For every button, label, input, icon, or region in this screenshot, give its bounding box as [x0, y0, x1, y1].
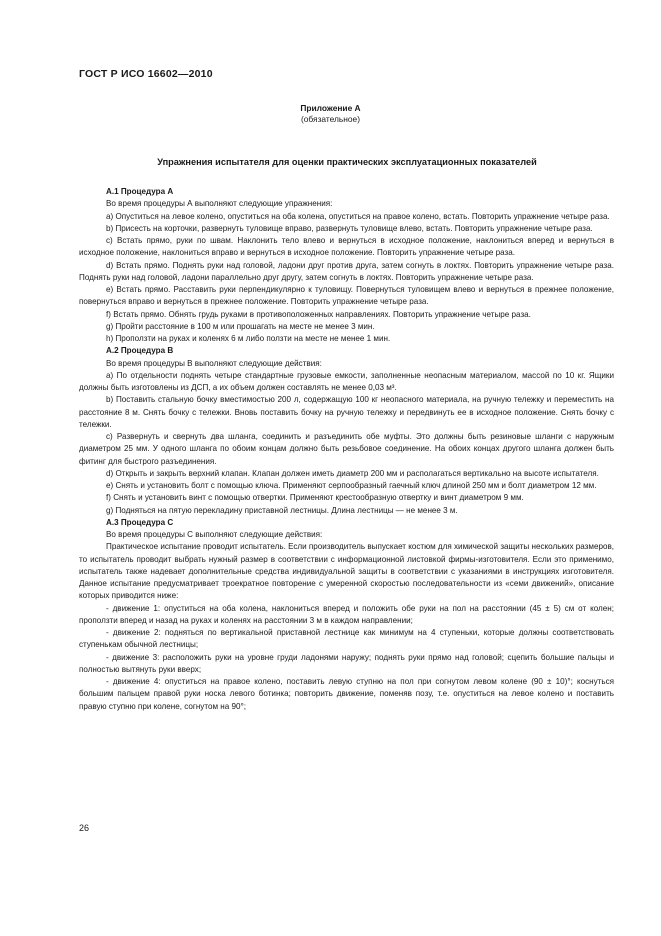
paragraph: - движение 4: опуститься на правое колено, поставить левую ступню на пол при согнутом левом колене (90 ± 10)°; коснуться большим пальцем правой руки носка левого ботинка; повторить движение, поменяв позу, т.е. опуститься на левое колено и поставить правую ступню при колене, согнутом на 90°;: [79, 677, 614, 711]
paragraph: Во время процедуры С выполняют следующие действия:: [106, 530, 323, 539]
paragraph: h) Проползти на руках и коленях 6 м либо ползти на месте не менее 1 мин.: [106, 334, 391, 343]
paragraph: d) Открыть и закрыть верхний клапан. Клапан должен иметь диаметр 200 мм и располагаться вертикально на высоте испытателя.: [106, 468, 599, 478]
subsection-heading: А.2 Процедура В: [106, 346, 174, 356]
paragraph: f) Встать прямо. Обнять грудь руками в противоположенных направлениях. Повторить упражнение четыре раза.: [106, 309, 531, 319]
paragraph: b) Поставить стальную бочку вместимостью 200 л, содержащую 100 кг неопасного материала, на ручную тележку и переместить на расстояние 8 м. Снять бочку с тележки. Вновь поставить бочку на ручную тележку и передвинуть ее в исходное положение. Снять бочку с тележки.: [79, 395, 614, 429]
page-number: 26: [79, 823, 90, 833]
paragraph: - движение 2: подняться по вертикальной приставной лестнице как минимум на 4 ступеньки, которые должны соответствовать ступенькам обычной лестницы;: [79, 628, 614, 650]
paragraph: b) Присесть на корточки, развернуть туловище вправо, развернуть туловище влево, встать. Повторить упражнение четыре раза.: [106, 223, 593, 233]
paragraph: c) Развернуть и свернуть два шланга, соединить и разъединить обе муфты. Это должны быть резиновые шланги с наружным диаметром 25 мм. У одного шланга по обоим концам должно быть резьбовое соединение. На обоих концах другого шланга должен быть фитинг для быстрого разъединения.: [79, 432, 614, 466]
subsection-heading: А.1 Процедура А: [106, 187, 174, 196]
paragraph: - движение 1: опуститься на оба колена, наклониться вперед и положить обе руки на пол на расстоянии (45 ± 5) см от колен; проползти вперед и назад на руках и коленях на расстоянии 3 м в каждом направлении;: [79, 603, 614, 625]
document-header: ГОСТ Р ИСО 16602—2010: [79, 68, 213, 80]
paragraph: a) По отдельности поднять четыре стандартные грузовые емкости, заполненные неопасным материалом, массой по 10 кг. Ящики должны быть изготовлены из ДСП, а их объем должен составлять не менее 0,03 м³.: [79, 370, 614, 392]
paragraph: f) Снять и установить винт с помощью отвертки. Применяют крестообразную отвертку и винт диаметром 9 мм.: [106, 493, 524, 503]
paragraph: g) Подняться на пятую перекладину приставной лестницы. Длина лестницы — не менее 3 м.: [106, 505, 458, 515]
paragraph: e) Встать прямо. Расставить руки перпендикулярно к туловищу. Повернуться туловищем влево и вернуться в прежнее положение, повернуться вправо и вернуться в прежнее положение. Повторить упражнение четыре раза.: [79, 285, 614, 307]
paragraph: a) Опуститься на левое колено, опуститься на оба колена, опуститься на правое колено, встать. Повторить упражнение четыре раза.: [106, 211, 610, 221]
document-body: [79, 186, 614, 713]
paragraph: c) Встать прямо, руки по швам. Наклонить тело влево и вернуться в исходное положение, наклониться вперед и вернуться в исходное положение, наклониться вправо и вернуться в исходное положение. Повторить упражнение четыре раза.: [79, 236, 614, 258]
section-title: Упражнения испытателя для оценки практических эксплуатационных показателей: [157, 157, 537, 167]
paragraph: d) Встать прямо. Поднять руки над головой, ладони друг против друга, затем согнуть в локтях. Повторить упражнение четыре раза. Поднять руки над головой, ладони параллельно друг другу, затем согнуть в локтях. Повторить упражнение четыре раза.: [79, 260, 614, 282]
paragraph: e) Снять и установить болт с помощью ключа. Применяют серпообразный гаечный ключ длиной 250 мм и болт диаметром 12 мм.: [106, 481, 597, 490]
paragraph: g) Пройти расстояние в 100 м или прошагать на месте не менее 3 мин.: [106, 321, 375, 331]
annex-title: Приложение А: [300, 103, 361, 113]
annex-heading: [0, 103, 661, 125]
subsection-heading: А.3 Процедура С: [106, 517, 174, 527]
paragraph: Во время процедуры А выполняют следующие упражнения:: [106, 199, 333, 209]
annex-subtitle: (обязательное): [300, 114, 360, 124]
paragraph: Практическое испытание проводит испытатель. Если производитель выпускает костюм для химической защиты нескольких размеров, то испытатель проводит выбрать нужный размер в соответствии с информационной листовкой фирмы-изготовителя. Если это применимо, испытатель также надевает дополнительные средства индивидуальной защиты в соответствии с указаниями в инструкциях изготовителя. Данное испытание предусматривает троекратное повторение с умеренной скоростью последовательности из «семи движений», описание которых приводится ниже:: [79, 542, 615, 601]
paragraph: Во время процедуры В выполняют следующие действия:: [106, 358, 322, 368]
paragraph: - движение 3: расположить руки на уровне груди ладонями наружу; поднять руки прямо над головой; сцепить большие пальцы и полностью вытянуть руки вверх;: [79, 652, 614, 674]
